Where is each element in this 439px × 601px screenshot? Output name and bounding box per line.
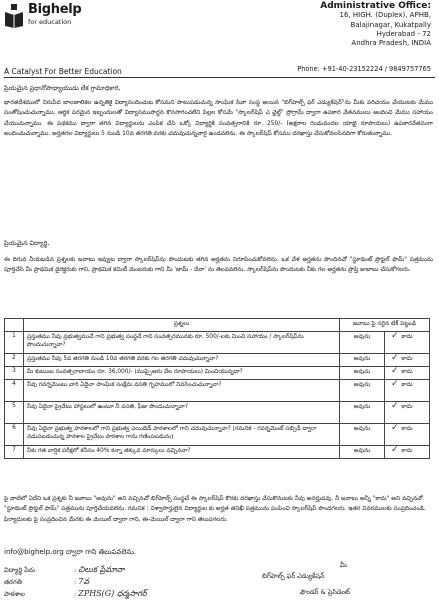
student-name-row: విద్యార్థి పేరు : చిలుక ప్రేమానా — [4, 565, 125, 574]
table-row — [5, 446, 430, 459]
yes-option[interactable]: అవును — [340, 380, 385, 402]
closing-text: మీ — [340, 561, 347, 569]
row-question: నీవు ఏదైనా ప్రైవేటు హాస్టలులో ఉంటూ నీ వసతి, ఫీజు పొందుచున్నావా? — [24, 402, 340, 424]
no-option[interactable]: ✓ కాదు — [385, 402, 430, 424]
table-row — [5, 402, 430, 424]
school-value[interactable]: ZPHS(G) ధర్మసాగర్ — [78, 589, 147, 598]
row-question: నీకు గత వార్షిక పరీక్షలో కనీసం 40% కన్నా తక్కువ మార్కులు వచ్చినవా? — [24, 446, 340, 459]
table-row — [5, 354, 430, 367]
book-icon — [4, 4, 24, 28]
check-mark-icon: ✓ — [391, 423, 399, 433]
signature-org: బిగ్‌హెల్ప్ ఫర్ ఎడ్యుకేషన్ — [262, 572, 325, 580]
class-value[interactable]: 7వ — [78, 577, 90, 586]
row-question: ప్రస్తుతము నీవు 5వ తరగతి నుండి 10వ తరగతి వరకు గల తరగతి చదువుచున్నావా? — [24, 354, 340, 367]
office-address — [251, 2, 431, 48]
contact-email: info@bighelp.org ద్వారా గాని తెలుపవలెను. — [4, 548, 136, 556]
row-number: 1 — [5, 332, 24, 354]
eligibility-table — [4, 318, 430, 459]
address-line: Andhra Pradesh, INDIA — [351, 39, 431, 48]
row-number: 4 — [5, 380, 24, 402]
office-title: Administrative Office: — [320, 1, 431, 11]
address-line: Hyderabad - 72 — [376, 29, 431, 38]
class-row: తరగతి : 7వ — [4, 577, 90, 586]
table-header-row — [5, 319, 430, 332]
instructions-paragraph: ఈ దిగువ నీయబడిన ప్రశ్నలకు జవాబు ఇవ్వుట ద్వారా స్కాలర్‌షిప్‌ను పొందుటకు తగిన అర్హతను నిరూపించుకోవలెను. ఒక వేళ అర్హతను పొందినచో "స్టూడెంట్ ప్రొఫైల్ ఫామ్" పత్రమును పూర్తిచేసి మీ ప్రాథమిక డైరెక్టరుకు గాని, ప్రాథమిక కమిటీ మెంబరుకు గాని మీ 'జామ్ - దేవా' ను తెలపవలెను. స్కాలర్‌షిప్‌ను పొందుటకు నీకు గల అర్హతను ప్రాప్తి జుబాబు చేసుకోగలరు. — [4, 257, 433, 274]
table-row — [5, 424, 430, 446]
header-num — [5, 319, 24, 332]
check-mark-icon: ✓ — [391, 445, 399, 455]
row-number: 2 — [5, 354, 24, 367]
address-line: 16, HIGH. (Duplex), APHB, — [339, 11, 431, 20]
salutation-student: ప్రియమైన విద్యార్థి, — [4, 240, 50, 247]
office-phone: Phone: +91-40-23152224 / 9849757765 — [297, 65, 431, 73]
school-label: పాఠశాల — [4, 590, 25, 598]
check-mark-icon: ✓ — [391, 331, 399, 341]
school-row: పాఠశాల : ZPHS(G) ధర్మసాగర్ — [4, 589, 147, 598]
no-option[interactable]: ✓ కాదు — [385, 354, 430, 367]
no-option[interactable]: ✓ కాదు — [385, 367, 430, 380]
row-question: మీ కుటుంబ సంవత్సరాదాయం రూ. 36,000/- (ముప్పైఆరు వేల రూపాయలు) మించియున్నదా? — [24, 367, 340, 380]
table-row — [5, 332, 430, 354]
header-answer: జవాబు పై సరైన టిక్ పెట్టండి — [340, 319, 430, 332]
check-mark-icon: ✓ — [391, 353, 399, 363]
student-name-value[interactable]: చిలుక ప్రేమానా — [78, 565, 125, 574]
signature-role: ఫౌండర్ & ప్రెసిడెంట్ — [300, 588, 350, 596]
row-question: ప్రస్తుతము నీవు ప్రభుత్వముచే గాని ప్రభుత్వ సంస్థచే గాని సంవత్సరమునకు రూ. 500/-లకు మించి సహాయం / స్కాలర్‌షిప్‌ను పొందుచున్నావా? — [24, 332, 340, 354]
header-question: ప్రశ్నలు — [24, 319, 340, 332]
row-question: నీవు గవర్నమెంటు వారి ఏదైనా సాంఘిక సంక్షేమ వసతి గృహములో నివసించుచున్నావా? — [24, 380, 340, 402]
yes-option[interactable]: అవును — [340, 402, 385, 424]
salutation-headmaster: ప్రియమైన ప్రధానోపాధ్యాయుడు లేక గ్రామాధికారి, — [4, 85, 121, 92]
row-question: నీవు ఏదైనా ప్రభుత్వ పాఠశాలలో గాని ప్రభుత్వ ఎయిడెడ్ పాఠశాలలో గాని చదువుచున్నావా? (గమనిక - గవర్నమెంట్ సబ్సిడీ ద్వారా నడుపబడుచున్న పాఠశాల ప్రైవేటు పాఠశాల గాను గణింపబడును) — [24, 424, 340, 446]
check-mark-icon: ✓ — [391, 379, 399, 389]
row-number: 6 — [5, 424, 24, 446]
check-mark-icon: ✓ — [391, 401, 399, 411]
table-row — [5, 367, 430, 380]
row-number: 3 — [5, 367, 24, 380]
note-paragraph: పై వాటిలో ఏదేని ఒక ప్రశ్నకు నీ జవాబు "అవును" అని వచ్చినచో బిగ్‌హెల్ప్ సంస్థచే ఈ స్కాలర్‌షిప్ కొరకు దరఖాస్తు చేసుకొనుటకు నీవు అనర్హుడవు. నీ జవాబు అన్నీ "కాదు" అని వచ్చినచో "స్టూడెంట్ ప్రొఫైల్ ఫామ్" పత్రమును పూర్తిచేయవలెను. గమనిక : విశ్వాసార్హులైన విద్యార్థుల కు అర్హత తనిఖీ పత్రమును పంపించి స్కాలర్‌షిప్ పొందగలరు. ఇతర వివరములకు సంప్రదించండి. ఫిర్యాదులకు పై సంప్రదించిన మేరకు ఈ మెయిల్ ద్వారా గాని, ఈ-మెయిల్ ద్వారా గాని తెలుపగలరు. — [4, 496, 426, 523]
brand-name: Bighelp — [28, 2, 82, 17]
yes-option[interactable]: అవును — [340, 367, 385, 380]
row-number: 7 — [5, 446, 24, 459]
yes-option[interactable]: అవును — [340, 332, 385, 354]
tagline: A Catalyst For Better Education — [4, 67, 122, 76]
check-mark-icon: ✓ — [391, 366, 399, 376]
table-row — [5, 380, 430, 402]
header-divider — [4, 77, 435, 78]
row-number: 5 — [5, 402, 24, 424]
intro-paragraph: భారతదేశములో నిరుపేద బాలబాలికల ఉన్నతికై విద్యానందించుట కోసమని పాటుపడుచున్న సాంఘిక సేవా సంస్థ అయిన "బిగ్‌హెల్ప్ ఫర్ ఎడ్యుకేషన్"ను మీకు పరిచయం చేయుటకు మేము సంతోషించుచున్నాము. ఆర్థిక పరమైన ఇబ్బందులతో విద్యాసముపార్జన కొనసాగించలేని పిల్లల కోసమే "స్కాలర్‌షిప్ ఎ ఛైల్డ్" ప్రోగ్రామ్ ద్వారా ఉపకార వేతనములు అందించి మేము సహాయం చేయుచున్నాము. ఈ పథకము ద్వారా తగిన విద్యార్థులను ఎంపిక చేసి ఒక్కో విద్యార్థికి సంవత్సరానికి రూ. 250/- (అక్షరాల రెండువందల యాభై రూపాయలు) ఉపకారవేతనంగా అందించుచున్నాము. అర్హతగల విద్యార్థులు 5 నుండి 10వ తరగతి వరకు చదువుచున్నవారై ఉండవలెను. ఈ స్కాలర్‌షిప్ కోసము దరఖాస్తు చేసుకోవలసినదిగా కోరుతున్నాము. — [4, 100, 433, 137]
student-name-label: విద్యార్థి పేరు — [4, 566, 36, 574]
class-label: తరగతి — [4, 578, 22, 586]
no-option[interactable]: ✓ కాదు — [385, 424, 430, 446]
brand-subtitle: for education — [28, 18, 72, 26]
no-option[interactable]: ✓ కాదు — [385, 380, 430, 402]
no-option[interactable]: ✓ కాదు — [385, 332, 430, 354]
yes-option[interactable]: అవును — [340, 424, 385, 446]
yes-option[interactable]: అవును — [340, 446, 385, 459]
yes-option[interactable]: అవును — [340, 354, 385, 367]
no-option[interactable]: ✓ కాదు — [385, 446, 430, 459]
address-line: Balajinagar, Kukatpally — [350, 20, 431, 29]
